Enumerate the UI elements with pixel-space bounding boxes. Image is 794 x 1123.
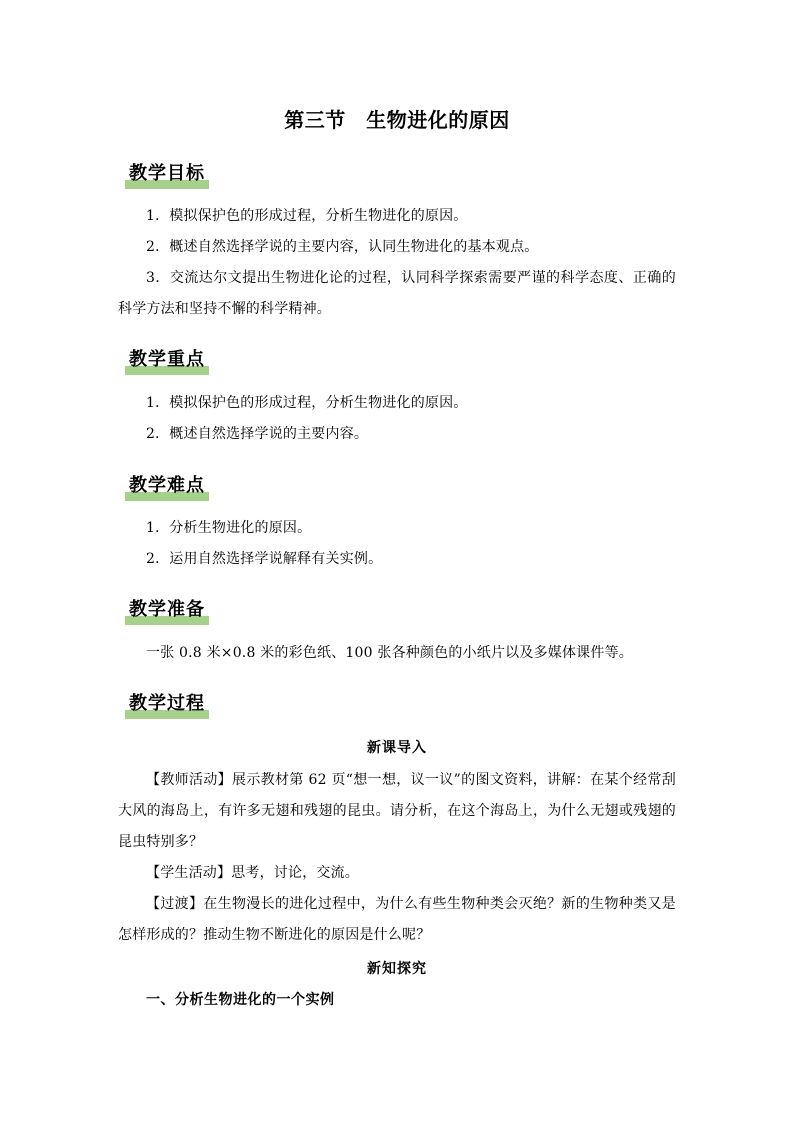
objective-item-2: 2．概述自然选择学说的主要内容，认同生物进化的基本观点。: [146, 239, 539, 255]
difficulty-item-1: 1．分析生物进化的原因。: [146, 520, 312, 536]
key-point-item-1: 1．模拟保护色的形成过程，分析生物进化的原因。: [146, 395, 468, 411]
objective-item-1: 1．模拟保护色的形成过程，分析生物进化的原因。: [146, 208, 468, 224]
objective-item-3: 3．交流达尔文提出生物进化论的过程，认同科学探索需要严谨的科学态度、正确的科学方法和坚持不懈的科学精神。: [118, 270, 676, 317]
section-heading-process: 教学过程: [125, 692, 209, 716]
intro-title: 新课导入: [367, 740, 427, 756]
section-heading-preparation: 教学准备: [125, 598, 209, 622]
section-heading-objectives: 教学目标: [125, 162, 209, 186]
teacher-activity-paragraph: 【教师活动】展示教材第 62 页“想一想，议一议”的图文资料，讲解：在某个经常刮大风的海岛上，有许多无翅和残翅的昆虫。请分析，在这个海岛上，为什么无翅或残翅的昆虫特别多？: [118, 772, 676, 850]
section-heading-key-points: 教学重点: [125, 348, 209, 372]
explore-title: 新知探究: [367, 961, 427, 977]
student-activity-paragraph: 【学生活动】思考，讨论，交流。: [146, 865, 359, 881]
page-title: 第三节 生物进化的原因: [284, 108, 510, 132]
section-heading-difficulties: 教学难点: [125, 474, 209, 498]
difficulty-item-2: 2．运用自然选择学说解释有关实例。: [146, 551, 383, 567]
transition-paragraph: 【过渡】在生物漫长的进化过程中，为什么有些生物种类会灭绝？新的生物种类又是怎样形成的？推动生物不断进化的原因是什么呢？: [118, 896, 676, 943]
key-point-item-2: 2．概述自然选择学说的主要内容。: [146, 426, 369, 442]
preparation-text: 一张 0.8 米×0.8 米的彩色纸、100 张各种颜色的小纸片以及多媒体课件等。: [146, 645, 633, 661]
subheading-evolution-example: 一、分析生物进化的一个实例: [146, 992, 335, 1008]
